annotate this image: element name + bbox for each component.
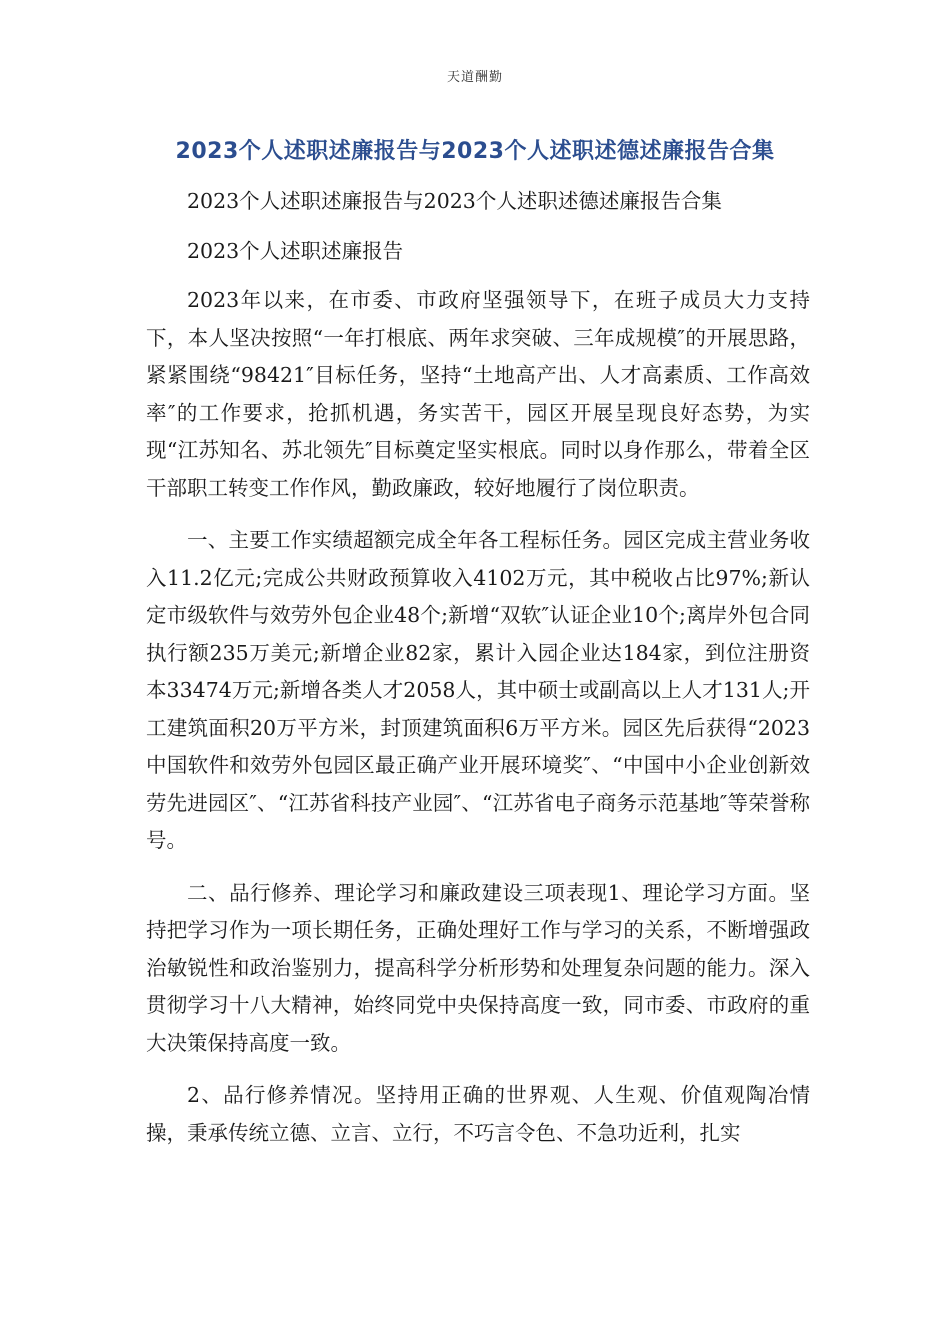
header-watermark: 天道酬勤 [446, 70, 503, 85]
study-paragraph: 二、品行修养、理论学习和廉政建设三项表现1、理论学习方面。坚持把学习作为一项长期任务，正确处理好工作与学习的关系，不断增强政治敏锐性和政治鉴别力，提高科学分析形势和处理复杂问题的能力。深入贯彻学习十八大精神，始终同党中央保持高度一致，同市委、市政府的重大决策保持高度一致。 [146, 880, 810, 1055]
section-heading: 2023个人述职述廉报告 [187, 238, 404, 263]
conduct-paragraph: 2、品行修养情况。坚持用正确的世界观、人生观、价值观陶冶情操，秉承传统立德、立言、立行，不巧言令色、不急功近利，扎实 [146, 1083, 810, 1145]
document-title: 2023个人述职述廉报告与2023个人述职述德述廉报告合集 [175, 139, 775, 164]
document-body [146, 183, 810, 1167]
intro-paragraph: 2023年以来，在市委、市政府坚强领导下，在班子成员大力支持下，本人坚决按照“一年打根底、两年求突破、三年成规模″的开展思路，紧紧围绕“98421″目标任务，坚持“土地高产出、人才高素质、工作高效率″的工作要求，抢抓机遇，务实苦干，园区开展呈现良好态势，为实现“江苏知名、苏北领先″目标奠定坚实根底。同时以身作那么，带着全区干部职工转变工作作风，勤政廉政，较好地履行了岗位职责。 [146, 288, 810, 500]
subtitle-paragraph: 2023个人述职述廉报告与2023个人述职述德述廉报告合集 [187, 189, 722, 213]
achievements-paragraph: 一、主要工作实绩超额完成全年各工程标任务。园区完成主营业务收入11.2亿元;完成公共财政预算收入4102万元，其中税收占比97%;新认定市级软件与效劳外包企业48个;新增“双软″认证企业10个;离岸外包合同执行额235万美元;新增企业82家，累计入园企业达184家，到位注册资本33474万元;新增各类人才2058人，其中硕士或副高以上人才131人;开工建筑面积20万平方米，封顶建筑面积6万平方米。园区先后获得“2023中国软件和效劳外包园区最正确产业开展环境奖″、“中国中小企业创新效劳先进园区″、“江苏省科技产业园″、“江苏省电子商务示范基地″等荣誉称号。 [146, 528, 810, 852]
